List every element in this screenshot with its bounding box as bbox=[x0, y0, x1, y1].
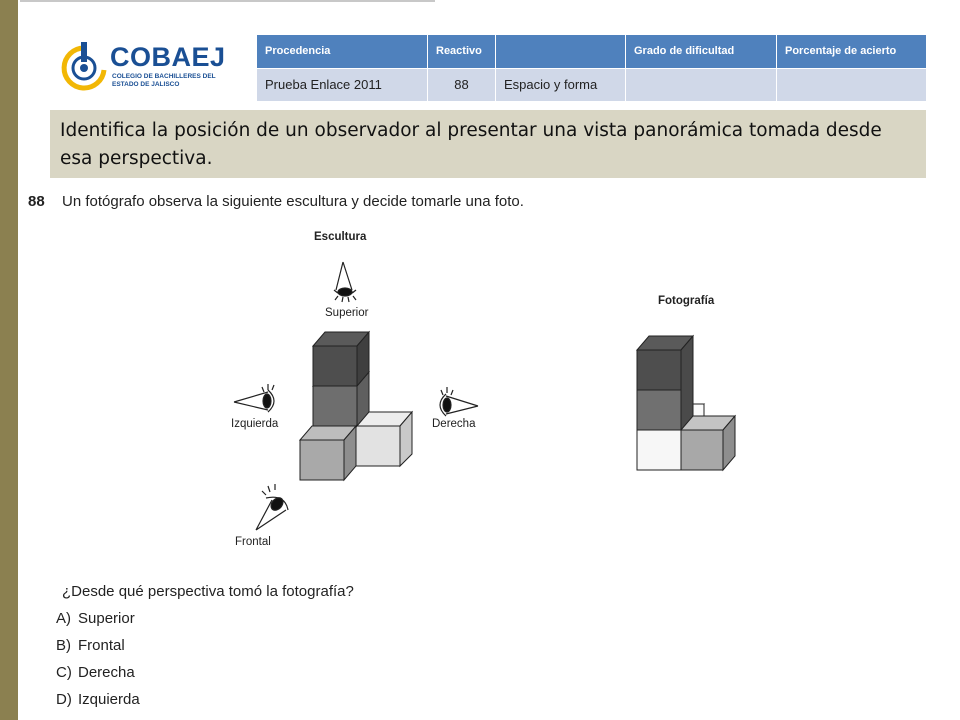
option-b[interactable] bbox=[56, 637, 125, 654]
question-number: 88 bbox=[28, 193, 45, 210]
option-a-text: Superior bbox=[78, 610, 135, 627]
option-d[interactable] bbox=[56, 691, 140, 708]
cube-bottom-front bbox=[300, 426, 356, 480]
header-reactivo: Reactivo bbox=[428, 35, 496, 69]
eye-left-icon bbox=[234, 384, 274, 412]
option-c-text: Derecha bbox=[78, 664, 135, 681]
question-text: Un fotógrafo observa la siguiente escultura y decide tomarle una foto. bbox=[62, 193, 524, 210]
photo-title: Fotografía bbox=[658, 295, 715, 307]
option-a-letter: A) bbox=[56, 610, 71, 627]
photo-cubes bbox=[637, 336, 735, 470]
cube-top bbox=[313, 332, 369, 386]
question-ask: ¿Desde qué perspectiva tomó la fotografía? bbox=[62, 583, 354, 600]
label-frontal: Frontal bbox=[235, 536, 271, 548]
sculpture-title: Escultura bbox=[314, 231, 367, 243]
cell-tema: Espacio y forma bbox=[496, 68, 626, 102]
option-a[interactable] bbox=[56, 610, 135, 627]
photo-cube-upper bbox=[637, 336, 693, 430]
label-superior: Superior bbox=[325, 307, 369, 319]
logo-wordmark: COBAEJ bbox=[110, 42, 226, 72]
option-c[interactable] bbox=[56, 664, 135, 681]
photo-cube-bottom-left bbox=[637, 430, 681, 470]
cell-reactivo: 88 bbox=[428, 68, 496, 102]
sculpture-cubes bbox=[300, 332, 412, 480]
logo-subtitle: COLEGIO DE BACHILLERES DEL ESTADO DE JALISCO bbox=[112, 73, 216, 88]
learning-objective: Identifica la posición de un observador al presentar una vista panorámica tomada desde esa perspectiva. bbox=[50, 110, 926, 178]
header-porcentaje-acierto: Porcentaje de acierto bbox=[777, 35, 927, 69]
label-izquierda: Izquierda bbox=[231, 418, 279, 430]
option-c-letter: C) bbox=[56, 664, 72, 681]
option-b-text: Frontal bbox=[78, 637, 125, 654]
cube-bottom-right bbox=[356, 412, 412, 466]
header-grado-dificultad: Grado de dificultad bbox=[626, 35, 777, 69]
label-derecha: Derecha bbox=[432, 418, 476, 430]
header-procedencia: Procedencia bbox=[257, 35, 428, 69]
eye-top-icon bbox=[334, 262, 356, 302]
option-b-letter: B) bbox=[56, 637, 71, 654]
eye-front-icon bbox=[256, 484, 288, 530]
option-d-text: Izquierda bbox=[78, 691, 140, 708]
photo-cube-right bbox=[679, 416, 735, 470]
option-d-letter: D) bbox=[56, 691, 72, 708]
eye-right-icon bbox=[440, 387, 478, 416]
cell-procedencia: Prueba Enlace 2011 bbox=[257, 68, 428, 102]
